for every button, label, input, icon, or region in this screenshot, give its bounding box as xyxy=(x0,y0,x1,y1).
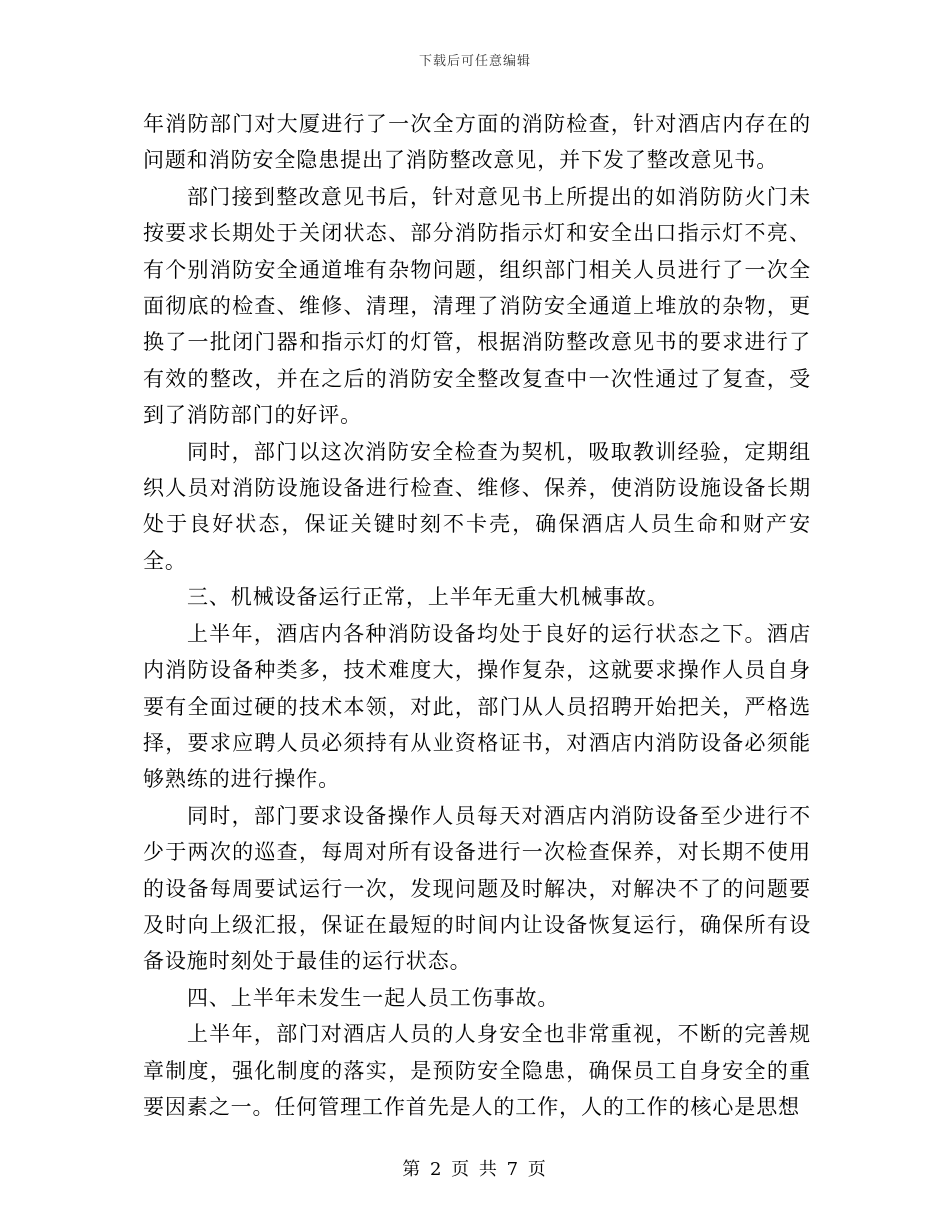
document-body xyxy=(143,106,811,1125)
paragraph-5: 同时，部门要求设备操作人员每天对酒店内消防设备至少进行不少于两次的巡查，每周对所有设备进行一次检查保养，对长期不使用的设备每周要试运行一次，发现问题及时解决，对解决不了的问题要及时向上级汇报，保证在最短的时间内让设备恢复运行，确保所有设备设施时刻处于最佳的运行状态。 xyxy=(143,803,811,974)
section-heading-4: 四、上半年未发生一起人员工伤事故。 xyxy=(187,985,560,1010)
section-heading-3: 三、机械设备运行正常，上半年无重大机械事故。 xyxy=(187,585,669,610)
paragraph-4: 上半年，酒店内各种消防设备均处于良好的运行状态之下。酒店内消防设备种类多，技术难度大，操作复杂，这就要求操作人员自身要有全面过硬的技术本领，对此，部门从人员招聘开始把关，严格选择，要求应聘人员必须持有从业资格证书，对酒店内消防设备必须能够熟练的进行操作。 xyxy=(143,621,811,792)
page-number: 第 2 页 共 7 页 xyxy=(402,1159,548,1180)
paragraph-3: 同时，部门以这次消防安全检查为契机，吸取教训经验，定期组织人员对消防设施设备进行检查、维修、保养，使消防设施设备长期处于良好状态，保证关键时刻不卡壳，确保酒店人员生命和财产安全。 xyxy=(143,439,811,573)
page-header: 下载后可任意编辑 xyxy=(418,54,531,69)
paragraph-6: 上半年，部门对酒店人员的人身安全也非常重视，不断的完善规章制度，强化制度的落实，是预防安全隐患，确保员工自身安全的重要因素之一。任何管理工作首先是人的工作，人的工作的核心是思想 xyxy=(143,1022,811,1119)
paragraph-2: 部门接到整改意见书后，针对意见书上所提出的如消防防火门未按要求长期处于关闭状态、部分消防指示灯和安全出口指示灯不亮、有个别消防安全通道堆有杂物问题，组织部门相关人员进行了一次全面彻底的检查、维修、清理，清理了消防安全通道上堆放的杂物，更换了一批闭门器和指示灯的灯管，根据消防整改意见书的要求进行了有效的整改，并在之后的消防安全整改复查中一次性通过了复查，受到了消防部门的好评。 xyxy=(143,184,811,428)
paragraph-1: 年消防部门对大厦进行了一次全方面的消防检查，针对酒店内存在的问题和消防安全隐患提出了消防整改意见，并下发了整改意见书。 xyxy=(143,112,811,173)
